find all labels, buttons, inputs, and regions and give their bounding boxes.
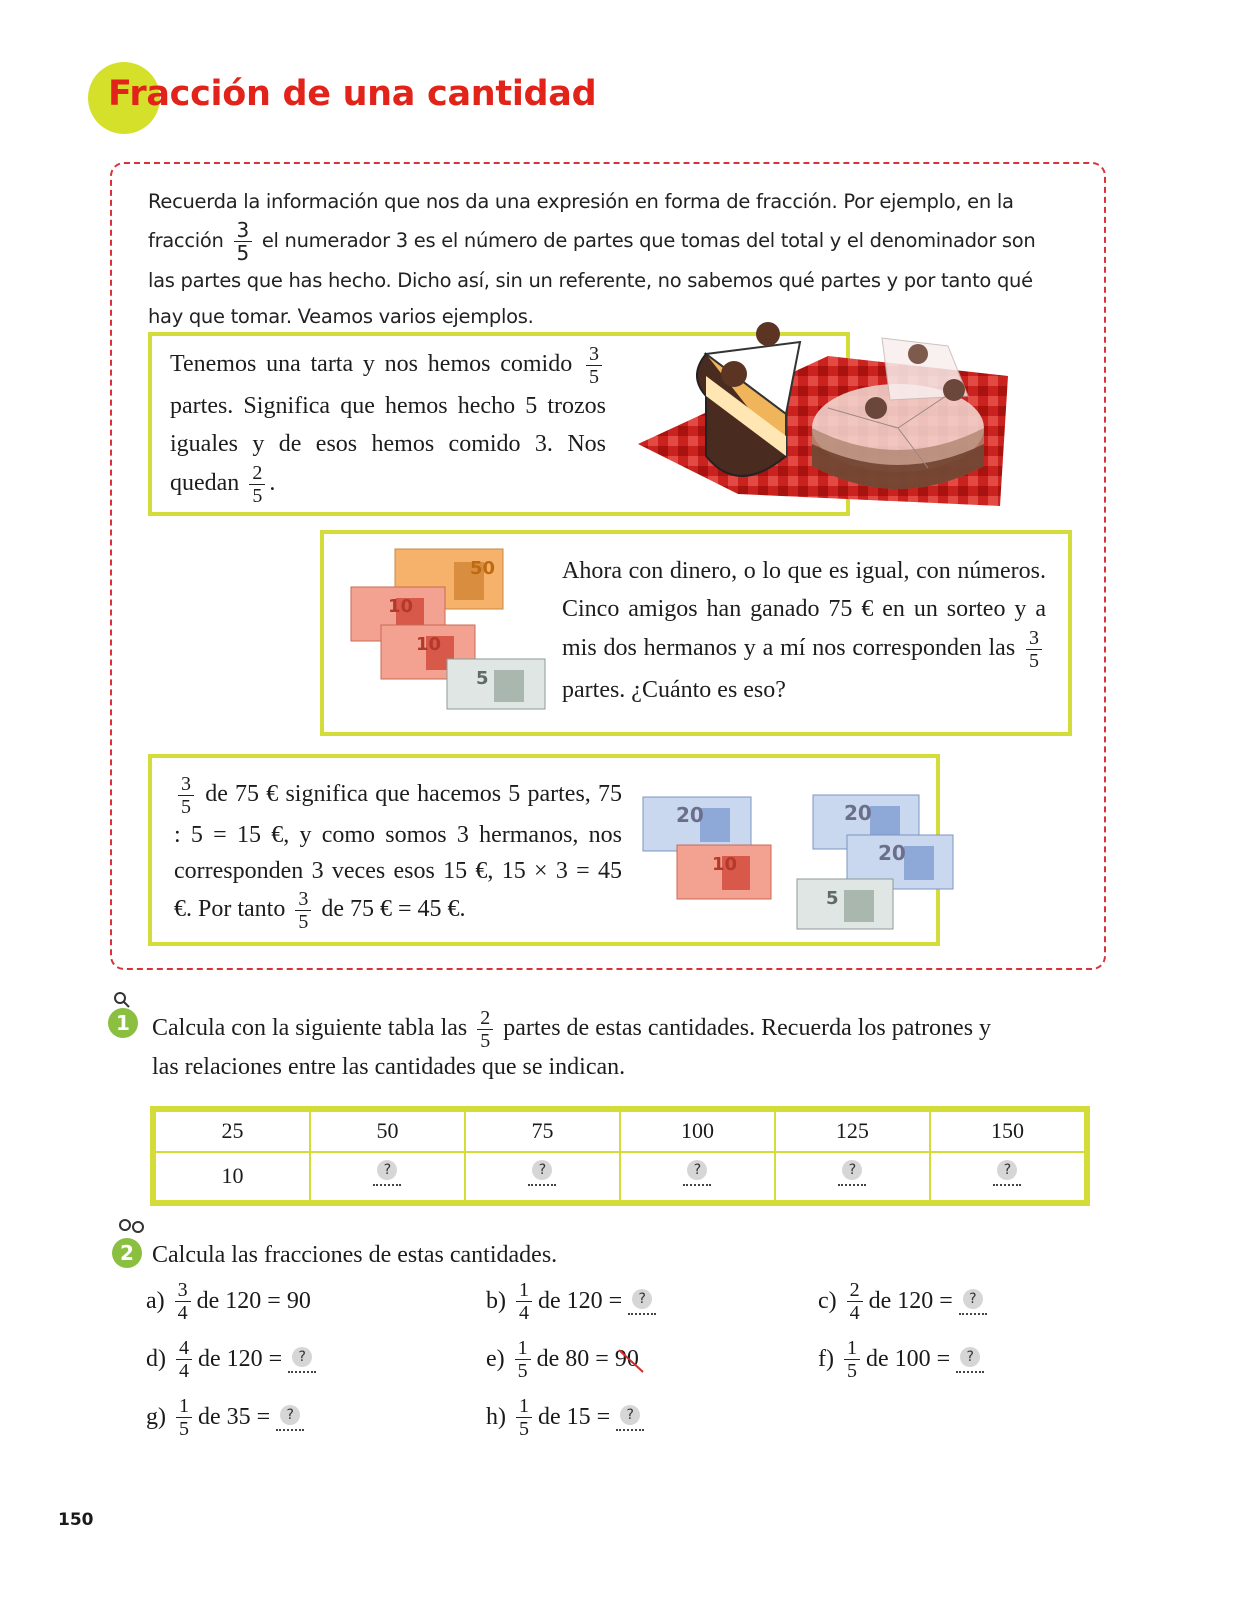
table-cell: 25	[155, 1111, 310, 1152]
item-label: b)	[486, 1288, 506, 1314]
table-cell: 75	[465, 1111, 620, 1152]
fraction	[295, 889, 311, 932]
banknotes-group-1	[346, 548, 546, 710]
banknote-5	[796, 878, 894, 930]
magnifier-pair-icon	[118, 1218, 146, 1238]
table-header-row	[155, 1111, 1085, 1152]
question-mark: ?	[960, 1347, 980, 1367]
table-cell: 50	[310, 1111, 465, 1152]
intro-line-3: las partes que has hecho. Dicho así, sin un referente, no sabemos qué partes y por tanto qué	[148, 269, 1033, 292]
numerator: 1	[176, 1396, 192, 1418]
exercise-2-prompt: Calcula las fracciones de estas cantidades.	[152, 1242, 558, 1268]
question-mark: ?	[377, 1160, 397, 1180]
exercise-2-item-e	[486, 1338, 639, 1381]
cake-text-2: partes. Significa que hemos hecho 5 trozos iguales y de esos hemos comido 3.	[170, 393, 606, 457]
solution-text	[174, 774, 622, 932]
item-text: de 80 =	[536, 1346, 609, 1372]
exercise-2-item-g	[146, 1396, 304, 1439]
money-example-text	[562, 552, 1046, 709]
denominator: 5	[1029, 650, 1040, 672]
intro-paragraph	[148, 184, 1078, 335]
banknote-value: 10	[712, 854, 738, 875]
numerator: 3	[295, 889, 311, 911]
item-label: a)	[146, 1288, 165, 1314]
item-text: de 120 =	[868, 1288, 953, 1314]
question-mark: ?	[620, 1405, 640, 1425]
exercise-2-item-c	[818, 1280, 987, 1323]
table-cell: 150	[930, 1111, 1085, 1152]
fraction	[176, 1338, 192, 1381]
fraction	[516, 1396, 532, 1439]
answer-blank[interactable]	[959, 1289, 987, 1315]
exercise-2-item-f	[818, 1338, 984, 1381]
table-answer-row	[155, 1152, 1085, 1201]
money-text-1: Ahora con dinero, o lo que es igual, con números. Cinco amigos han ganado 75 € en un sorteo y a mis dos hermanos y a mí nos corresponden las	[562, 558, 1046, 662]
answer-blank[interactable]	[930, 1152, 1085, 1201]
fraction	[175, 1280, 191, 1323]
question-mark: ?	[292, 1347, 312, 1367]
answer-blank[interactable]	[628, 1289, 656, 1315]
item-label: e)	[486, 1346, 505, 1372]
denominator: 5	[517, 1360, 528, 1382]
denominator: 5	[236, 241, 249, 265]
item-answer: 90	[286, 1288, 311, 1314]
item-text: de 35 =	[198, 1404, 271, 1430]
banknote-value: 50	[470, 558, 496, 579]
table-cell: 125	[775, 1111, 930, 1152]
exercise-1-prompt	[152, 1008, 991, 1051]
money-text-2: partes. ¿Cuánto es eso?	[562, 677, 786, 703]
fraction	[249, 463, 265, 506]
exercise-2-item-h	[486, 1396, 644, 1439]
item-label: c)	[818, 1288, 837, 1314]
denominator: 5	[252, 485, 263, 507]
fraction-table	[150, 1106, 1090, 1206]
item-label: h)	[486, 1404, 506, 1430]
denominator: 5	[589, 366, 599, 388]
question-mark: ?	[997, 1160, 1017, 1180]
fraction	[176, 1396, 192, 1439]
fraction	[844, 1338, 860, 1381]
item-text: de 100 =	[865, 1346, 951, 1372]
answer-blank[interactable]	[956, 1347, 984, 1373]
cake-text-3: Nos quedan	[170, 431, 606, 497]
item-text: de 120 =	[198, 1346, 283, 1372]
item-text: de 120 =	[538, 1288, 623, 1314]
answer-blank[interactable]	[775, 1152, 930, 1201]
banknote-value: 20	[878, 841, 906, 865]
answer-blank[interactable]	[288, 1347, 316, 1373]
banknote-5	[446, 658, 546, 710]
question-mark: ?	[963, 1289, 983, 1309]
answer-blank[interactable]	[465, 1152, 620, 1201]
exercise-2-item-d	[146, 1338, 316, 1381]
numerator: 3	[1026, 628, 1042, 650]
intro-line-1: Recuerda la información que nos da una expresión en forma de fracción. Por ejemplo, en la	[148, 190, 1014, 213]
denominator: 4	[849, 1302, 860, 1324]
banknote-value: 10	[416, 634, 442, 655]
numerator: 2	[477, 1008, 493, 1030]
table-cell: 10	[155, 1152, 310, 1201]
numerator: 1	[515, 1338, 531, 1360]
item-label: g)	[146, 1404, 166, 1430]
fraction	[586, 344, 602, 387]
denominator: 5	[179, 1418, 189, 1440]
question-mark: ?	[687, 1160, 707, 1180]
question-mark: ?	[842, 1160, 862, 1180]
solution-text-1: de 75 € significa que hacemos 5 partes, 75 : 5 = 15 €, y como somos 3 hermanos, nos corresponden 3 veces esos 15 €, 15 × 3 = 45 €. Por tanto	[174, 781, 623, 923]
cake-text-1: Tenemos una tarta y nos hemos comido	[170, 351, 573, 378]
answer-blank[interactable]	[620, 1152, 775, 1201]
denominator: 4	[177, 1302, 188, 1324]
numerator: 3	[586, 344, 602, 366]
exercise-2-item-b	[486, 1280, 656, 1323]
fraction	[477, 1008, 493, 1051]
item-text: de 15 =	[538, 1404, 611, 1430]
denominator: 5	[519, 1418, 529, 1440]
numerator: 4	[176, 1338, 192, 1360]
cake-illustration	[628, 316, 1020, 512]
denominator: 5	[298, 911, 309, 933]
numerator: 3	[178, 774, 194, 796]
banknote-value: 5	[826, 888, 839, 909]
answer-blank[interactable]	[616, 1405, 644, 1431]
numerator: 1	[844, 1338, 860, 1360]
numerator: 1	[516, 1396, 532, 1418]
banknote-value: 20	[676, 803, 704, 827]
exercise-2-number: 2	[112, 1238, 142, 1268]
solution-text-2: de 75 € = 45 €.	[321, 896, 466, 923]
intro-text: fracción	[148, 229, 224, 252]
numerator: 3	[175, 1280, 191, 1302]
intro-line-2	[148, 220, 1078, 263]
question-mark: ?	[632, 1289, 652, 1309]
intro-text: el numerador 3 es el número de partes que tomas del total y el denominador son	[261, 229, 1036, 252]
denominator: 5	[846, 1360, 857, 1382]
numerator: 3	[234, 220, 252, 242]
numerator: 2	[249, 463, 265, 485]
exercise-1-prompt-line-2: las relaciones entre las cantidades que se indican.	[152, 1054, 626, 1080]
banknote-value: 10	[388, 596, 414, 617]
crossed-answer	[615, 1346, 639, 1373]
numerator: 2	[847, 1280, 863, 1302]
denominator: 5	[480, 1030, 491, 1052]
item-answer: 90	[614, 1346, 639, 1372]
fraction	[1026, 628, 1042, 671]
page-title: Fracción de una cantidad	[108, 74, 597, 114]
cake-text-4: .	[269, 470, 276, 497]
question-mark: ?	[532, 1160, 552, 1180]
banknote-10	[676, 844, 772, 900]
numerator: 1	[516, 1280, 532, 1302]
fraction	[515, 1338, 531, 1381]
banknotes-group-2	[640, 792, 956, 932]
answer-blank[interactable]	[276, 1405, 304, 1431]
fraction	[516, 1280, 532, 1323]
banknote-value: 20	[844, 801, 872, 825]
fraction	[234, 220, 252, 263]
magnifier-icon	[112, 990, 132, 1010]
exercise-1-number: 1	[108, 1008, 138, 1038]
cross-out-mark	[613, 1348, 645, 1376]
cake-example-text	[170, 344, 606, 506]
denominator: 4	[179, 1360, 189, 1382]
exercise-1-text-1: Calcula con la siguiente tabla las	[152, 1015, 468, 1042]
intro-line-4: hay que tomar. Veamos varios ejemplos.	[148, 305, 534, 328]
fraction	[847, 1280, 863, 1323]
item-text: de 120 =	[196, 1288, 281, 1314]
table-cell: 100	[620, 1111, 775, 1152]
denominator: 5	[181, 796, 191, 818]
question-mark: ?	[280, 1405, 300, 1425]
item-label: f)	[818, 1346, 834, 1372]
page-number: 150	[58, 1510, 94, 1530]
fraction	[178, 774, 194, 817]
banknote-value: 5	[476, 668, 489, 689]
exercise-2-item-a	[146, 1280, 311, 1323]
denominator: 4	[519, 1302, 529, 1324]
item-label: d)	[146, 1346, 166, 1372]
exercise-1-text-2: partes de estas cantidades. Recuerda los patrones y	[503, 1015, 992, 1042]
answer-blank[interactable]	[310, 1152, 465, 1201]
